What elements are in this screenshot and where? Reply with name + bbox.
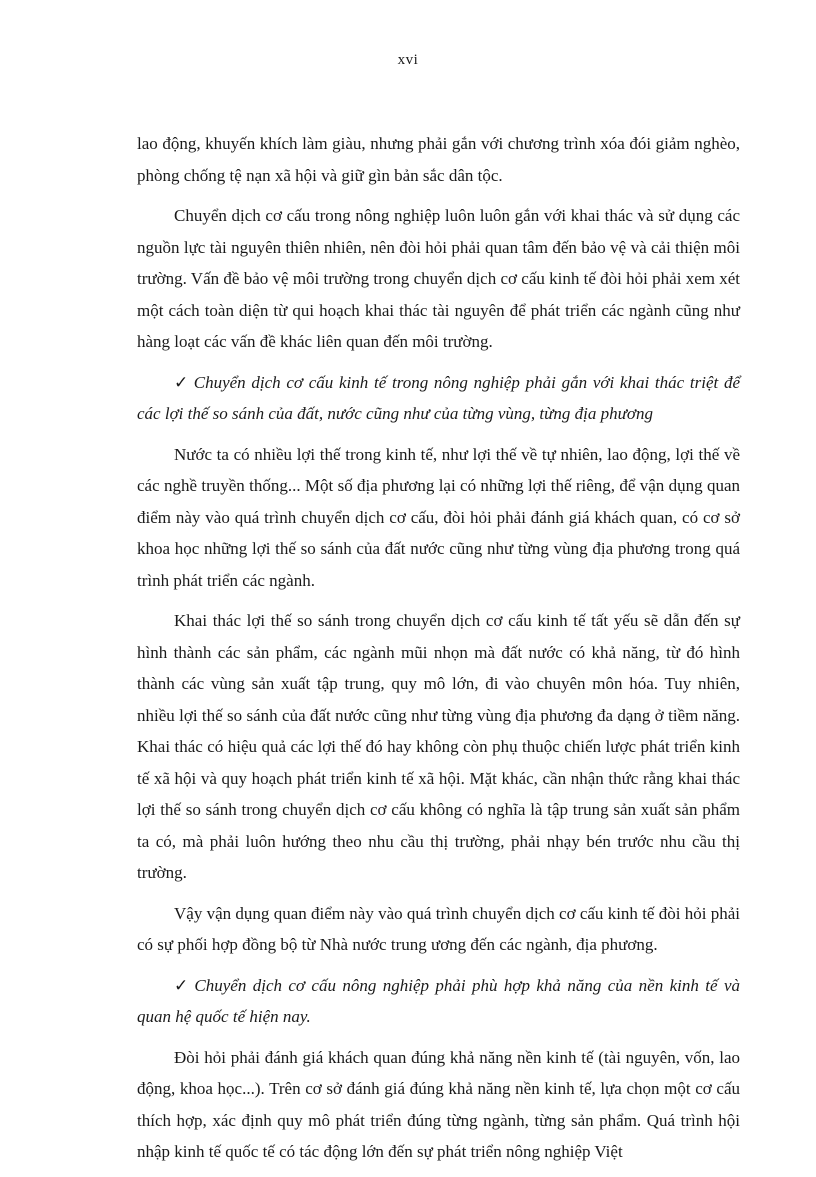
paragraph: Chuyển dịch cơ cấu trong nông nghiệp luôn luôn gắn với khai thác và sử dụng các nguồn lực tài nguyên thiên nhiên, nên đòi hỏi phải quan tâm đến bảo vệ và cải thiện môi trường. Vấn đề bảo vệ môi trường trong chuyển dịch cơ cấu kinh tế đòi hỏi phải xem xét một cách toàn diện từ qui hoạch khai thác tài nguyên để phát triển các ngành cũng như hàng loạt các vấn đề khác liên quan đến môi trường.: [137, 206, 740, 351]
page-number: xvi: [397, 52, 419, 68]
checkmark-icon: ✓: [174, 372, 190, 392]
paragraph: Đòi hỏi phải đánh giá khách quan đúng khả năng nền kinh tế (tài nguyên, vốn, lao động, khoa học...). Trên cơ sở đánh giá đúng khả năng nền kinh tế, lựa chọn một cơ cấu thích hợp, xác định quy mô phát triển đúng từng ngành, từng sản phẩm. Quá trình hội nhập kinh tế quốc tế có tác động lớn đến sự phát triển nông nghiệp Việt: [137, 1047, 740, 1161]
paragraph-continuation: lao động, khuyến khích làm giàu, nhưng phải gắn với chương trình xóa đói giảm nghèo, phòng chống tệ nạn xã hội và giữ gìn bản sắc dân tộc.: [137, 134, 740, 185]
section-heading: [137, 367, 740, 430]
paragraph: Khai thác lợi thế so sánh trong chuyển dịch cơ cấu kinh tế tất yếu sẽ dẫn đến sự hình thành các sản phẩm, các ngành mũi nhọn mà đất nước có khả năng, từ đó hình thành các vùng sản xuất tập trung, quy mô lớn, đi vào chuyên môn hóa. Tuy nhiên, nhiều lợi thế so sánh của đất nước cũng như từng vùng địa phương đa dạng ở tiềm năng. Khai thác có hiệu quả các lợi thế đó hay không còn phụ thuộc chiến lược phát triển kinh tế xã hội và quy hoạch phát triển kinh tế xã hội. Mặt khác, cần nhận thức rằng khai thác lợi thế so sánh trong chuyển dịch cơ cấu không có nghĩa là tập trung sản xuất sản phẩm ta có, mà phải luôn hướng theo nhu cầu thị trường, phải nhạy bén trước nhu cầu thị trường.: [137, 611, 740, 882]
checkmark-icon: ✓: [174, 975, 191, 995]
paragraph: Vậy vận dụng quan điểm này vào quá trình chuyển dịch cơ cấu kinh tế đòi hỏi phải có sự phối hợp đồng bộ từ Nhà nước trung ương đến các ngành, địa phương.: [137, 903, 740, 954]
section-heading: [137, 970, 740, 1033]
document-body: [137, 128, 740, 1177]
paragraph: Nước ta có nhiều lợi thế trong kinh tế, như lợi thế về tự nhiên, lao động, lợi thế về các nghề truyền thống... Một số địa phương lại có những lợi thế riêng, để vận dụng quan điểm này vào quá trình chuyển dịch cơ cấu, đòi hỏi phải đánh giá khách quan, có cơ sở khoa học những lợi thế so sánh của đất nước cũng như từng vùng địa phương trong quá trình phát triển các ngành.: [137, 444, 740, 590]
section-heading-text: Chuyển dịch cơ cấu nông nghiệp phải phù hợp khả năng của nền kinh tế và quan hệ quốc tế hiện nay.: [137, 975, 740, 1026]
section-heading-text: Chuyển dịch cơ cấu kinh tế trong nông nghiệp phải gắn với khai thác triệt để các lợi thế so sánh của đất, nước cũng như của từng vùng, từng địa phương: [137, 372, 741, 423]
